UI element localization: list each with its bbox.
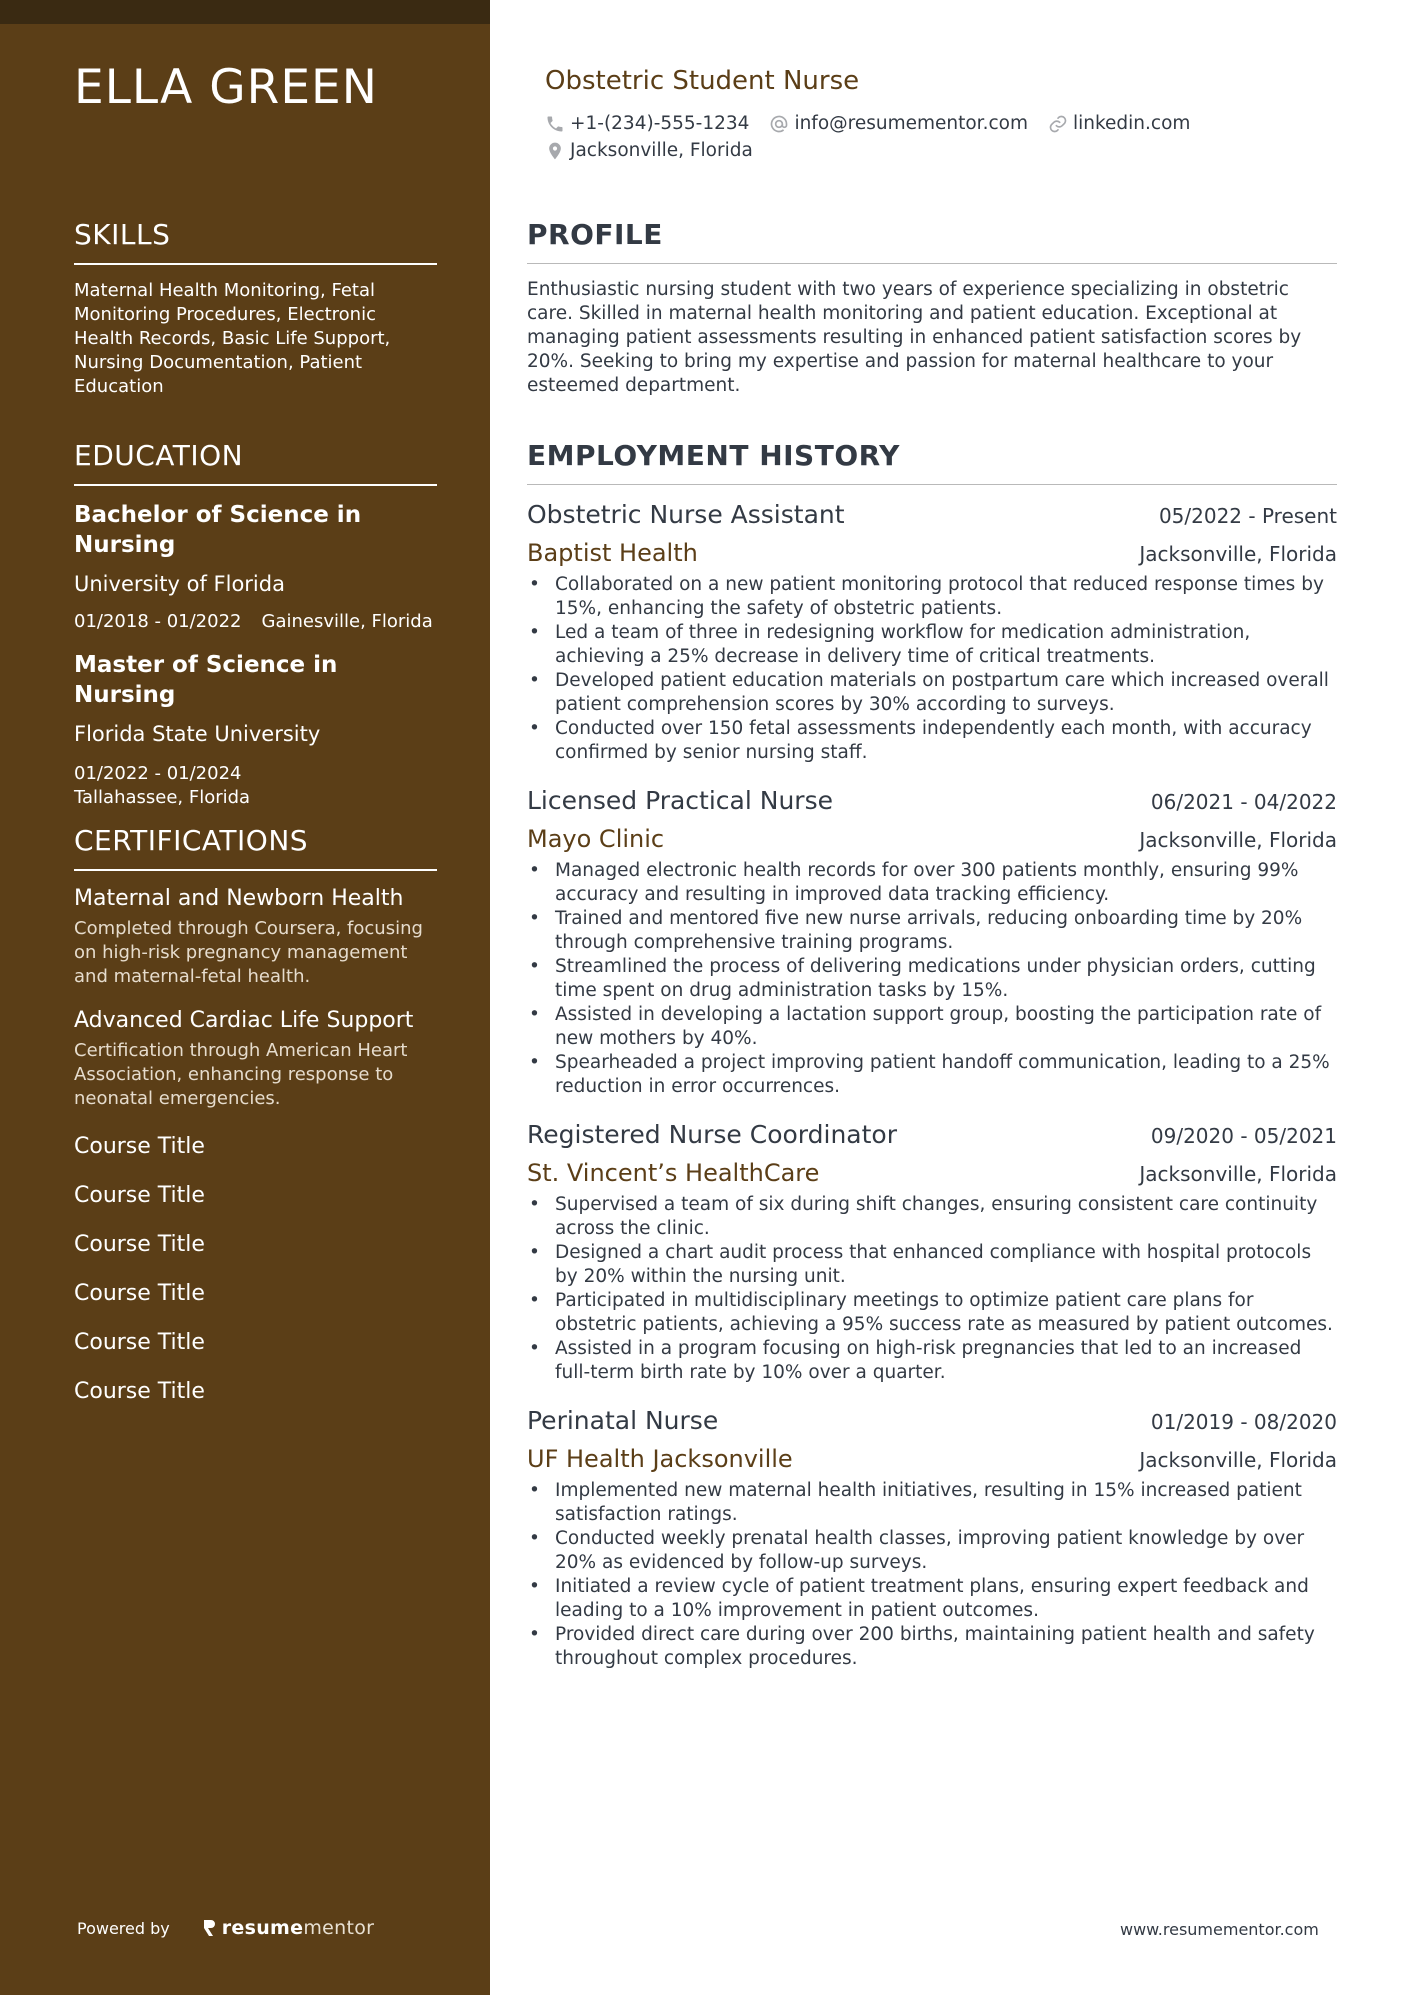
- powered-by-label: Powered by: [77, 1918, 170, 1938]
- contact-row: [545, 113, 1210, 134]
- job-dates: 01/2019 - 08/2020: [1150, 1410, 1337, 1434]
- edu-meta: [74, 762, 437, 810]
- edu-degree: Master of Science in Nursing: [74, 652, 338, 708]
- contact-email[interactable]: [769, 113, 1028, 134]
- edu-degree: Bachelor of Science in Nursing: [74, 502, 362, 558]
- job-role: Obstetric Nurse Assistant: [527, 500, 845, 529]
- brand-light: mentor: [303, 1917, 375, 1939]
- job-bullet: • Trained and mentored five new nurse arrivals, reducing onboarding time by 20% through comprehensive training programs.: [527, 907, 1337, 955]
- job-bullet: • Conducted over 150 fetal assessments independently each month, with accuracy confirmed by senior nursing staff.: [527, 717, 1337, 765]
- course-list: [74, 1133, 437, 1427]
- job-entry: [527, 785, 1337, 1099]
- location-text: Jacksonville, Florida: [570, 140, 753, 161]
- course-title: Course Title: [74, 1379, 205, 1404]
- job-header: [527, 1119, 1337, 1151]
- job-location: Jacksonville, Florida: [1139, 542, 1337, 566]
- job-company: Baptist Health: [527, 539, 698, 567]
- cert-desc: Completed through Coursera, focusing on high-risk pregnancy management and maternal-fetal health.: [74, 918, 423, 987]
- certifications-heading: CERTIFICATIONS: [74, 824, 437, 871]
- job-dates: 09/2020 - 05/2021: [1150, 1124, 1337, 1148]
- skills-heading: SKILLS: [74, 218, 437, 265]
- cert-title: Maternal and Newborn Health: [74, 886, 404, 911]
- job-bullet: • Conducted weekly prenatal health classes, improving patient knowledge by over 20% as evidenced by follow-up surveys.: [527, 1527, 1337, 1575]
- employment-section: [527, 439, 1337, 1691]
- job-bullet: • Developed patient education materials on postpartum care which increased overall patient comprehension scores by 30% according to surveys.: [527, 669, 1337, 717]
- edu-dates: 01/2018 - 01/2022: [74, 611, 242, 632]
- certifications-section: [74, 824, 437, 1427]
- education-item: [74, 650, 437, 810]
- job-bullet: • Provided direct care during over 200 births, maintaining patient health and safety throughout complex procedures.: [527, 1623, 1337, 1671]
- job-location: Jacksonville, Florida: [1139, 1162, 1337, 1186]
- job-bullet: • Led a team of three in redesigning workflow for medication administration, achieving a 25% decrease in delivery time of critical treatments.: [527, 621, 1337, 669]
- course-title: Course Title: [74, 1330, 205, 1355]
- job-dates: 05/2022 - Present: [1158, 504, 1337, 528]
- job-bullet: • Participated in multidisciplinary meetings to optimize patient care plans for obstetric patients, achieving a 95% success rate as measured by patient outcomes.: [527, 1289, 1337, 1337]
- job-company: UF Health Jacksonville: [527, 1445, 793, 1473]
- course-title: Course Title: [74, 1281, 205, 1306]
- job-bullet: • Implemented new maternal health initiatives, resulting in 15% increased patient satisfaction ratings.: [527, 1479, 1337, 1527]
- course-title: Course Title: [74, 1183, 205, 1208]
- resumementor-logo[interactable]: [202, 1917, 375, 1939]
- job-header: [527, 785, 1337, 817]
- job-bullet: • Designed a chart audit process that enhanced compliance with hospital protocols by 20% within the nursing unit.: [527, 1241, 1337, 1289]
- job-subheader: [527, 1157, 1337, 1189]
- job-bullet: • Collaborated on a new patient monitoring protocol that reduced response times by 15%, enhancing the safety of obstetric patients.: [527, 573, 1337, 621]
- candidate-name: ELLA GREEN: [74, 60, 378, 115]
- job-entry: [527, 1405, 1337, 1671]
- job-company: Mayo Clinic: [527, 825, 665, 853]
- job-company: St. Vincent’s HealthCare: [527, 1159, 820, 1187]
- at-icon: [769, 114, 789, 134]
- education-section: [74, 439, 437, 810]
- footer-url[interactable]: www.resumementor.com: [1120, 1920, 1319, 1939]
- job-bullet: • Spearheaded a project improving patient handoff communication, leading to a 25% reduction in error occurrences.: [527, 1051, 1337, 1099]
- job-bullets: [527, 1193, 1337, 1385]
- edu-school: Florida State University: [74, 722, 321, 746]
- resumementor-logo-icon: [202, 1919, 216, 1937]
- job-entry: [527, 1119, 1337, 1385]
- job-bullet: • Managed electronic health records for over 300 patients monthly, ensuring 99% accuracy and resulting in improved data tracking efficiency.: [527, 859, 1337, 907]
- phone-text: +1-(234)-555-1234: [570, 113, 750, 134]
- job-role: Perinatal Nurse: [527, 1406, 719, 1435]
- contact-location: [545, 140, 753, 161]
- job-bullet: • Assisted in developing a lactation support group, boosting the participation rate of new mothers by 40%.: [527, 1003, 1337, 1051]
- job-dates: 06/2021 - 04/2022: [1150, 790, 1337, 814]
- brand-bold: resume: [221, 1917, 304, 1939]
- skills-text: Maternal Health Monitoring, Fetal Monitoring Procedures, Electronic Health Records, Basic Life Support, Nursing Documentation, Patient Education: [74, 280, 391, 397]
- link-icon: [1048, 114, 1068, 134]
- edu-school: University of Florida: [74, 572, 285, 596]
- job-bullet: • Streamlined the process of delivering medications under physician orders, cutting time spent on drug administration tasks by 15%.: [527, 955, 1337, 1003]
- job-subheader: [527, 1443, 1337, 1475]
- job-bullets: [527, 573, 1337, 765]
- powered-by: [77, 1917, 374, 1939]
- skills-section: [74, 218, 437, 399]
- job-subheader: [527, 823, 1337, 855]
- job-title: Obstetric Student Nurse: [545, 66, 860, 96]
- job-header: [527, 499, 1337, 531]
- job-role: Registered Nurse Coordinator: [527, 1120, 897, 1149]
- job-header: [527, 1405, 1337, 1437]
- profile-text: Enthusiastic nursing student with two years of experience specializing in obstetric care. Skilled in maternal health monitoring and patient education. Exceptional at managing patient assessments resulting in enhanced patient satisfaction scores by 20%. Seeking to bring my expertise and passion for maternal healthcare to your esteemed department.: [527, 279, 1302, 396]
- certification-item: [74, 885, 437, 989]
- email-text: info@resumementor.com: [794, 113, 1028, 134]
- job-subheader: [527, 537, 1337, 569]
- cert-desc: Certification through American Heart Association, enhancing response to neonatal emergencies.: [74, 1040, 408, 1109]
- certification-item: [74, 1007, 437, 1111]
- job-bullet: • Initiated a review cycle of patient treatment plans, ensuring expert feedback and leading to a 10% improvement in patient outcomes.: [527, 1575, 1337, 1623]
- sidebar: [0, 0, 490, 1995]
- employment-heading: EMPLOYMENT HISTORY: [527, 439, 1337, 485]
- job-location: Jacksonville, Florida: [1139, 1448, 1337, 1472]
- job-role: Licensed Practical Nurse: [527, 786, 833, 815]
- job-bullet: • Assisted in a program focusing on high-risk pregnancies that led to an increased full-term birth rate by 10% over a quarter.: [527, 1337, 1337, 1385]
- phone-icon: [545, 114, 565, 134]
- edu-location: Gainesville, Florida: [261, 611, 433, 632]
- cert-title: Advanced Cardiac Life Support: [74, 1008, 414, 1033]
- job-location: Jacksonville, Florida: [1139, 828, 1337, 852]
- course-title: Course Title: [74, 1232, 205, 1257]
- job-entry: [527, 499, 1337, 765]
- education-item: [74, 500, 437, 634]
- edu-meta: [74, 610, 437, 634]
- edu-dates: 01/2022 - 01/2024: [74, 763, 242, 784]
- job-bullets: [527, 859, 1337, 1099]
- education-heading: EDUCATION: [74, 439, 437, 486]
- contact-row-location: [545, 140, 773, 161]
- edu-location: Tallahassee, Florida: [74, 787, 251, 808]
- job-bullet: • Supervised a team of six during shift changes, ensuring consistent care continuity across the clinic.: [527, 1193, 1337, 1241]
- course-title: Course Title: [74, 1134, 205, 1159]
- location-pin-icon: [545, 141, 565, 161]
- sidebar-top-bar: [0, 0, 490, 24]
- linkedin-text: linkedin.com: [1072, 113, 1191, 134]
- profile-heading: PROFILE: [527, 218, 1337, 264]
- contact-linkedin[interactable]: [1048, 113, 1190, 134]
- job-bullets: [527, 1479, 1337, 1671]
- contact-phone[interactable]: [545, 113, 749, 134]
- profile-section: [527, 218, 1337, 398]
